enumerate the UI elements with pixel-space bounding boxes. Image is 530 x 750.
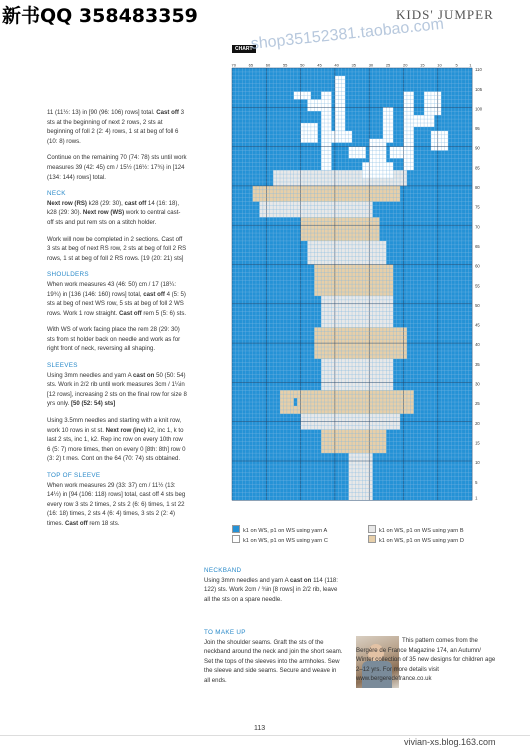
top-banner: 新书QQ 358483359 [2,5,198,27]
text-run: Work in 2/2 rib until work measures 3cm / 1¼in [12 rows], increasing 2 sts on the final row for size 8 yrs only. [47,381,187,408]
legend-swatch [368,525,376,533]
row-label: 100 [475,106,483,112]
instruction-paragraph [47,416,187,464]
bold-run: cast on [133,371,155,379]
bold-run: Cast off [63,519,88,527]
row-label: 10 [475,460,480,466]
column-label: 15 [420,62,425,68]
column-label: 5 [455,62,458,68]
text-run: When work measures 29 (33: 37) cm / 11½ (13: 14½) in [94 (106: 118) rows] total, cast off 4 sts beg every row 3 sts 2 times, 2 sts 2 (6: 6) times, 1 st 22 (16: 18) times, 2 sts 4 (6: 4) times, 3 sts 2 (2: 4) times. [47,481,186,527]
colour-chart [232,62,494,502]
antler [383,107,393,142]
chart-legend [232,525,502,545]
column-label: 65 [248,62,254,68]
row-label: 105 [475,86,483,92]
antler [390,147,407,159]
text-run: With WS of work facing place the rem 28 (29: 30) sts from st holder back on needle and work as for right front of neck, reversing all shaping. [47,326,181,353]
text-run: Cont on the 64 (70: 74) sts obtained. [79,455,181,463]
column-label: 40 [334,62,339,68]
row-label: 45 [475,322,480,328]
neckband-heading: NECKBAND [204,567,242,574]
column-label: 25 [385,62,391,68]
instruction-paragraph [47,481,187,529]
column-label: 60 [265,62,271,68]
text-run: 50 (50: 54) sts. [47,371,186,389]
section-heading: NECK [47,190,66,198]
column-label: 70 [231,62,236,68]
pattern-instructions-column [47,108,187,536]
row-label: 85 [475,165,480,171]
column-label: 35 [351,62,356,68]
antler [301,123,318,143]
text-run: Work will now be completed in 2 sections. [47,235,160,243]
row-label: 40 [475,342,480,348]
instruction-paragraph [47,235,187,264]
column-label: 50 [300,62,305,68]
page-header-title: KIDS' JUMPER [396,7,494,22]
antler [307,99,324,111]
text-run: 4 (5: 5) sts at beg of next WS row, 5 sts at beg of foll 2 WS rows. Work 1 row straight. [47,290,186,317]
neckband-text [204,576,344,605]
antler [431,131,448,151]
row-label: 30 [475,381,480,387]
text-run: Using 3.5mm needles and starting with a knit row, work 10 rows in st st. [47,417,182,434]
legend-item-b: k1 on WS, p1 on WS using yarn B [368,525,464,534]
column-label: 1 [469,62,472,68]
text-run: Using 3mm needles and yarn A [47,371,134,379]
legend-swatch [232,525,240,533]
row-label: 80 [475,185,480,191]
section-heading: TOP OF SLEEVE [47,472,101,479]
footer-divider [0,735,530,736]
column-label: 45 [317,62,322,68]
row-label: 35 [475,361,480,367]
row-label: 25 [475,401,480,407]
text-run: 3 sts at the beginning of next 2 rows, 2 sts at beginning of foll 2 (2: 4) rows, 1 st at beg of foll 6 (10: 8) rows. [47,109,184,145]
text-run: rem 5 (5: 6) sts. [141,309,187,317]
text-run: 14 (16: 18), k28 (29: 30). [47,199,180,217]
text-run: rem 18 sts. [87,519,120,527]
row-label: 20 [475,420,480,426]
text-run: 11 (11½: 13) in [90 (96: 106) rows] total. [47,109,155,116]
make-up-text: Join the shoulder seams. Graft the sts of the neckband around the neck and join the short seam. Set the tops of the sleeves into the armholes. Sew the sleeve and side seams. Secure and weave in all ends. [204,638,343,684]
text-run: [19 (20: 21) sts] [139,254,184,262]
make-up-section [204,628,344,686]
text-run: Using 3mm needles and yarn A [204,576,291,584]
bold-run: Cast off [117,309,142,317]
bold-run: Cast off [154,109,179,116]
text-run: Rep inc row on every 10th row 6 (5: 7) more times, then on every 0 [8th: 8th] row 0 (3: 2) t mes. [47,436,186,463]
row-label: 70 [475,224,480,230]
column-label: 10 [437,62,442,68]
legend-swatch [368,535,376,543]
text-run: When work measures 43 (46: 50) cm / 17 (18¼: 19¾) in [136 (146: 160) rows] total, [47,280,177,298]
legend-item-a: k1 on WS, p1 on WS using yarn A [232,525,327,534]
bold-run: [50 (52: 54) sts] [69,400,116,408]
text-run: Continue on the remaining 70 (74: 78) sts until work measures 39 (42: 45) cm / 15½ (16½: 17¾) in [124 (134: 144) rows] total. [47,154,187,181]
text-run: Cast off 3 sts at beg of next RS row, 2 sts at beg of foll 2 RS rows, 1 st at beg of foll 2 RS rows. [47,235,187,262]
bold-run: Next row (WS) [81,209,125,217]
row-label: 90 [475,145,480,151]
make-up-heading: TO MAKE UP [204,629,246,636]
instruction-paragraph [47,325,187,354]
instruction-paragraph [47,371,187,409]
row-label: 95 [475,126,480,132]
column-label: 55 [282,62,288,68]
column-label: 20 [402,62,408,68]
footer-blog-url: vivian-xs.blog.163.com [404,737,496,747]
row-label: 65 [475,243,480,249]
section-heading: SLEEVES [47,362,78,370]
row-label: 15 [475,440,480,446]
pattern-source-note: This pattern comes from the Bergère de France Magazine 174, an Autumn/ Winter collection of 35 new designs for children age 2–12 yrs. For more details visit www.bergeredefrance.co.uk [356,637,496,683]
bold-run: cast off [143,290,165,298]
legend-item-c: k1 on WS, p1 on WS using yarn C [232,535,328,544]
instruction-paragraph [47,153,187,182]
page-number: 113 [254,725,266,732]
bold-run: Next row (inc) [103,426,146,434]
legend-swatch [232,535,240,543]
text-run: Work 2cm / ¾in [8 rows] in 2/2 rib, leave all the sts on a spare needle. [204,586,338,603]
legend-item-d: k1 on WS, p1 on WS using yarn D [368,535,464,544]
row-label: 60 [475,263,480,269]
row-label: 1 [475,495,478,501]
column-label: 30 [368,62,374,68]
text-run: k28 (29: 30), [88,199,125,207]
text-run: work to central cast-off sts and put rem sts on a stitch holder. [47,209,181,226]
instruction-paragraph [47,108,187,146]
row-label: 5 [475,479,478,485]
bold-run: Next row (RS) [47,199,89,207]
instruction-paragraph [47,199,187,228]
bold-run: cast on [290,576,312,584]
shop-watermark: shop35152381.taobao.com [250,15,445,53]
text-run: 114 (118: 122) sts. [204,576,338,594]
row-label: 50 [475,302,480,308]
row-label: 110 [475,67,482,73]
row-label: 55 [475,283,480,289]
bold-run: cast off [124,199,147,207]
antler [349,147,366,159]
antler [328,131,352,143]
chart-tag: CHART [232,45,256,53]
section-heading: SHOULDERS [47,271,89,279]
instruction-paragraph [47,280,187,318]
antler [410,115,434,127]
text-run: k2, inc 1, k to last 2 sts, inc 1, k2. [47,426,184,444]
neckband-section [204,566,344,604]
row-label: 75 [475,204,480,210]
